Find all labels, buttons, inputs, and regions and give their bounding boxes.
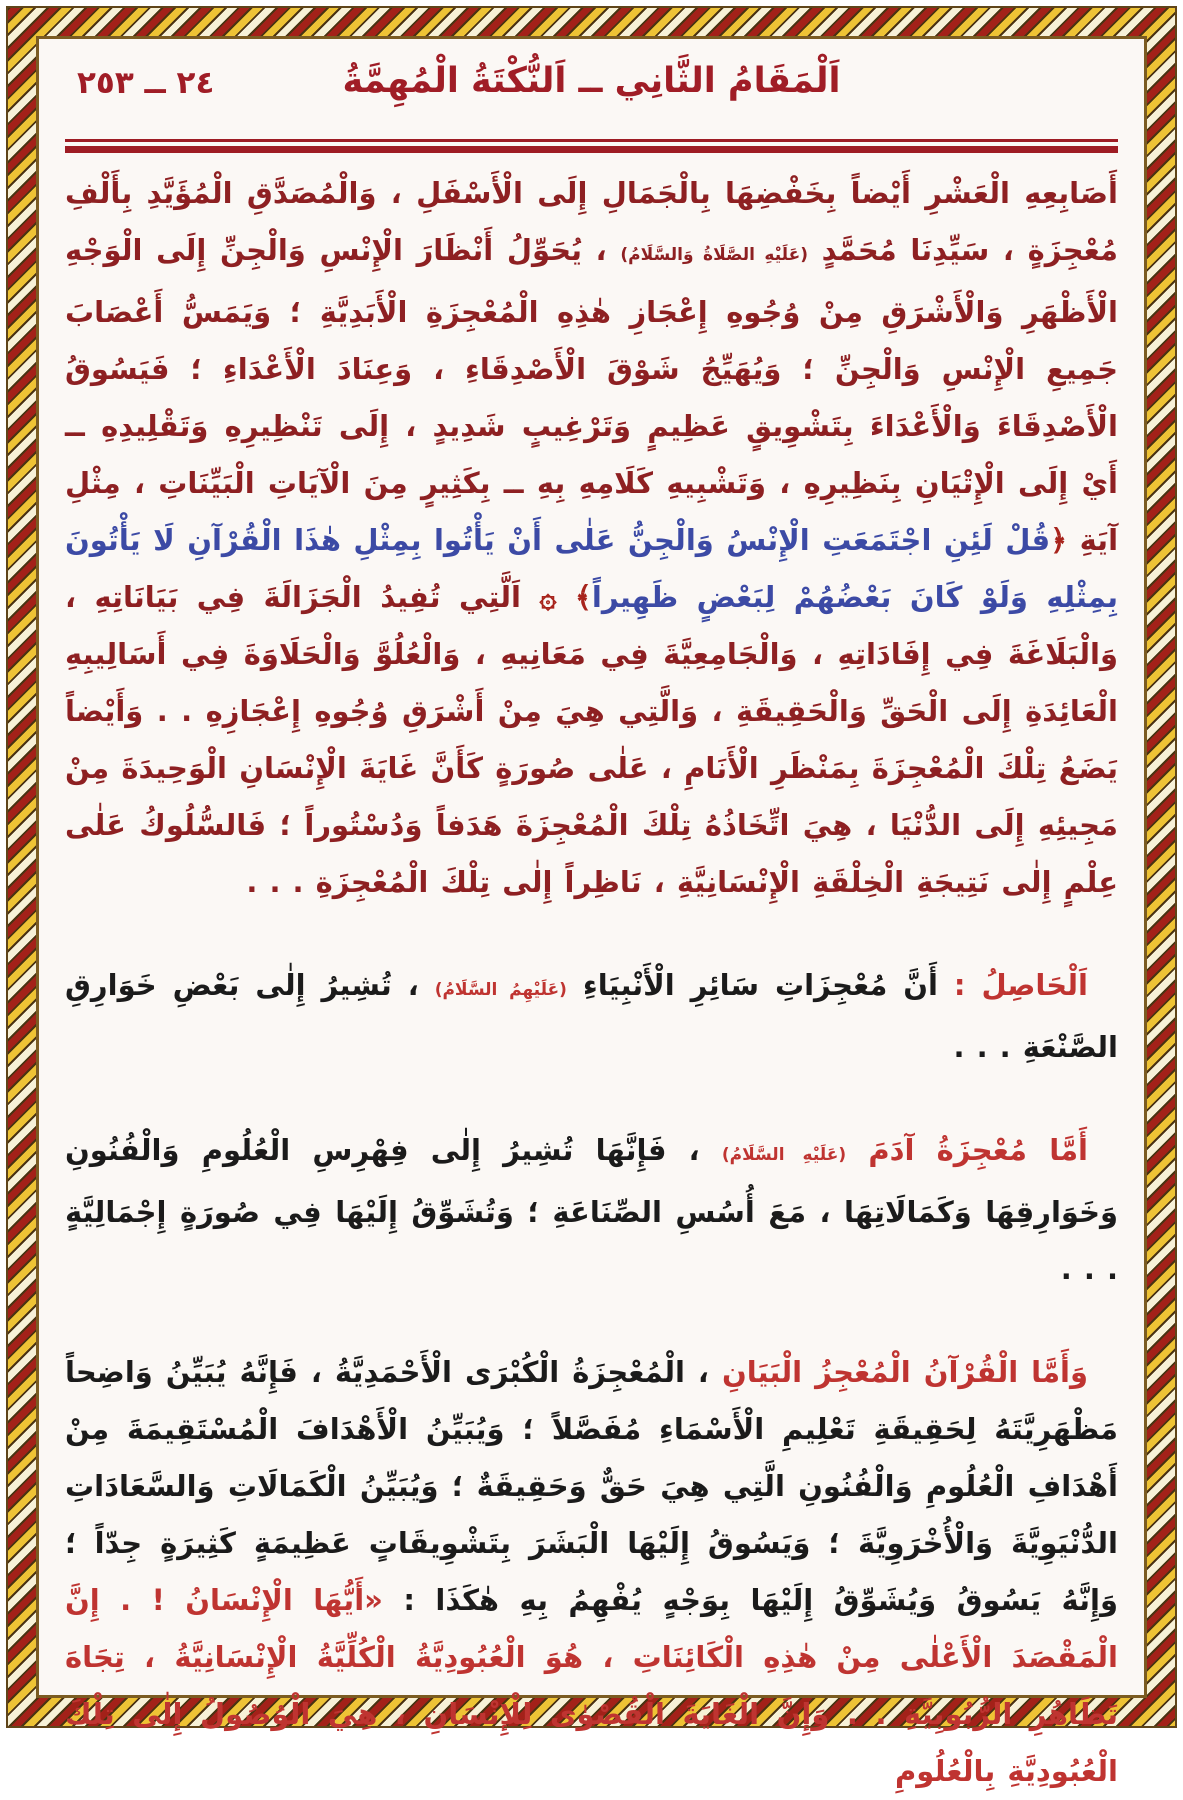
header-double-rule <box>65 139 1118 153</box>
page-content <box>65 53 1119 1788</box>
lead-word: أَمَّا مُعْجِزَةُ آدَمَ <box>846 1133 1088 1167</box>
paragraph-main <box>65 165 1118 911</box>
body-text-segment: ، الْمُعْجِزَةُ الْكُبْرَى الْأَحْمَدِيَّةُ ، فَإِنَّهُ يُبَيِّنُ وَاضِحاً مَظْهَرِيَّتَهُ لِحَقِيقَةِ تَعْلِيمِ الْأَسْمَاءِ مُفَصَّلاً ؛ وَيُبَيِّنُ الْأَهْدَافَ الْمُسْتَقِيمَةَ مِنْ أَهْدَافِ الْعُلُومِ وَالْفُنُونِ الَّتِي هِيَ حَقٌّ وَحَقِيقَةٌ ؛ وَيُبَيِّنُ الْكَمَالَاتِ وَالسَّعَادَاتِ الدُّنْيَوِيَّةَ وَالْأُخْرَوِيَّةَ ؛ وَيَسُوقُ إِلَيْهَا الْبَشَرَ بِتَشْوِيقَاتٍ عَظِيمَةٍ كَثِيرَةٍ جِدّاً ؛ وَإِنَّهُ يَسُوقُ وَيُشَوِّقُ إِلَيْهَا بِوَجْهٍ يُفْهِمُ بِهِ هٰكَذَا : <box>65 1355 1118 1617</box>
honorific-seal-salam-icon: (عَلَيْهِمُ السَّلَامُ) <box>434 980 567 1000</box>
paragraph-adam-miracle <box>65 1122 1118 1298</box>
page-number: ٢٤ ــ ٢٥٣ <box>77 65 215 101</box>
verse-close-rosette-icon: ﴾ ۞ <box>539 580 592 614</box>
quran-verse: قُلْ لَئِنِ اجْتَمَعَتِ الْإِنْسُ وَالْجِنُّ عَلٰى أَنْ يَأْتُوا بِمِثْلِ هٰذَا الْقُرْآنِ لَا يَأْتُونَ بِمِثْلِهِ وَلَوْ كَانَ بَعْضُهُمْ لِبَعْضٍ ظَهِيراً <box>65 523 1118 614</box>
page-surface <box>36 36 1147 1788</box>
page-title: اَلْمَقَامُ الثَّانِي ــ اَلنُّكْتَةُ الْمُهِمَّةُ <box>342 61 841 101</box>
paragraph-quran-miracle <box>65 1344 1118 1800</box>
body-text-segment: ، يُحَوِّلُ أَنْظَارَ الْإِنْسِ وَالْجِنِّ إِلَى الْوَجْهِ الْأَظْهَرِ وَالْأَشْرَقِ مِنْ وُجُوهِ إِعْجَازِ هٰذِهِ الْمُعْجِزَةِ الْأَبَدِيَّةِ ؛ وَيَمَسُّ أَعْصَابَ جَمِيعِ الْإِنْسِ وَالْجِنِّ ؛ وَيُهَيِّجُ شَوْقَ الْأَصْدِقَاءِ ، وَعِنَادَ الْأَعْدَاءِ ؛ فَيَسُوقُ الْأَصْدِقَاءَ وَالْأَعْدَاءَ بِتَشْوِيقٍ عَظِيمٍ وَتَرْغِيبٍ شَدِيدٍ ، إِلَى تَنْظِيرِهِ وَتَقْلِيدِهِ ــ أَيْ إِلَى الْإِتْيَانِ بِنَظِيرِهِ ، وَتَشْبِيهِ كَلَامِهِ بِهِ ــ بِكَثِيرٍ مِنَ الْآيَاتِ الْبَيِّنَاتِ ، مِثْلِ آيَةِ <box>65 233 1119 557</box>
paragraph-conclusion <box>65 957 1118 1076</box>
body-text-segment: ، تُشِيرُ إِلٰى بَعْضِ خَوَارِقِ الصَّنْعَةِ . . . <box>65 968 1118 1064</box>
honorific-seal-salat-icon: (عَلَيْهِ الصَّلَاةُ وَالسَّلَامُ) <box>620 245 809 265</box>
body-text-segment: اَلَّتِي تُفِيدُ الْجَزَالَةَ فِي بَيَانَاتِهِ ، وَالْبَلَاغَةَ فِي إِفَادَاتِهِ ، وَالْجَامِعِيَّةَ فِي مَعَانِيهِ ، وَالْعُلُوَّ وَالْحَلَاوَةَ فِي أَسَالِيبِهِ الْعَائِدَةِ إِلَى الْحَقِّ وَالْحَقِيقَةِ ، وَالَّتِي هِيَ مِنْ أَشْرَقِ وُجُوهِ إِعْجَازِهِ . . وَأَيْضاً يَضَعُ تِلْكَ الْمُعْجِزَةَ بِمَنْظَرِ الْأَنَامِ ، عَلٰى صُورَةٍ كَأَنَّ غَايَةَ الْإِنْسَانِ الْوَحِيدَةَ مِنْ مَجِيئِهِ إِلَى الدُّنْيَا ، هِيَ اتِّخَاذُهُ تِلْكَ الْمُعْجِزَةَ هَدَفاً وَدُسْتُوراً ؛ فَالسُّلُوكُ عَلٰى عِلْمٍ إِلٰى نَتِيجَةِ الْخِلْقَةِ الْإِنْسَانِيَّةِ ، نَاظِراً إِلٰى تِلْكَ الْمُعْجِزَةِ . . . <box>65 580 1118 899</box>
lead-word: اَلْحَاصِلُ : <box>937 968 1088 1002</box>
verse-open-ornament-icon: ﴿ <box>1050 523 1068 557</box>
lead-word: وَأَمَّا الْقُرْآنُ الْمُعْجِزُ الْبَيَانِ <box>721 1355 1088 1389</box>
page-header <box>65 61 1118 127</box>
honorific-seal-salam-icon: (عَلَيْهِ السَّلَامُ) <box>721 1145 847 1165</box>
quoted-address: «أَيُّهَا الْإِنْسَانُ ! . إِنَّ الْمَقْصَدَ الْأَعْلٰى مِنْ هٰذِهِ الْكَائِنَاتِ ، هُوَ الْعُبُودِيَّةُ الْكُلِّيَّةُ الْإِنْسَانِيَّةُ ، تِجَاهَ تَظَاهُرِ الرُّبُوبِيَّةِ . . وَإِنَّ الْغَايَةَ الْقُصْوٰى لِلْإِنْسَانِ ، هِيَ الْوُصُولُ إِلٰى تِلْكَ الْعُبُودِيَّةِ بِالْعُلُومِ <box>65 1583 1118 1788</box>
body-text-segment: ، فَإِنَّهَا تُشِيرُ إِلٰى فِهْرِسِ الْعُلُومِ وَالْفُنُونِ وَخَوَارِقِهَا وَكَمَالَاتِهَا ، مَعَ أُسُسِ الصِّنَاعَةِ ؛ وَتُشَوِّقُ إِلَيْهَا فِي صُورَةٍ إِجْمَالِيَّةٍ . . . <box>65 1133 1118 1286</box>
body-text-segment: أَنَّ مُعْجِزَاتِ سَائِرِ الْأَنْبِيَاءِ <box>566 968 938 1002</box>
body-text-segment: أَصَابِعِهِ الْعَشْرِ أَيْضاً بِخَفْضِهَا بِالْجَمَالِ إِلَى الْأَسْفَلِ ، وَالْمُصَدَّقِ الْمُؤَيَّدِ بِأَلْفِ مُعْجِزَةٍ ، سَيِّدِنَا مُحَمَّدٍ <box>65 176 1118 267</box>
